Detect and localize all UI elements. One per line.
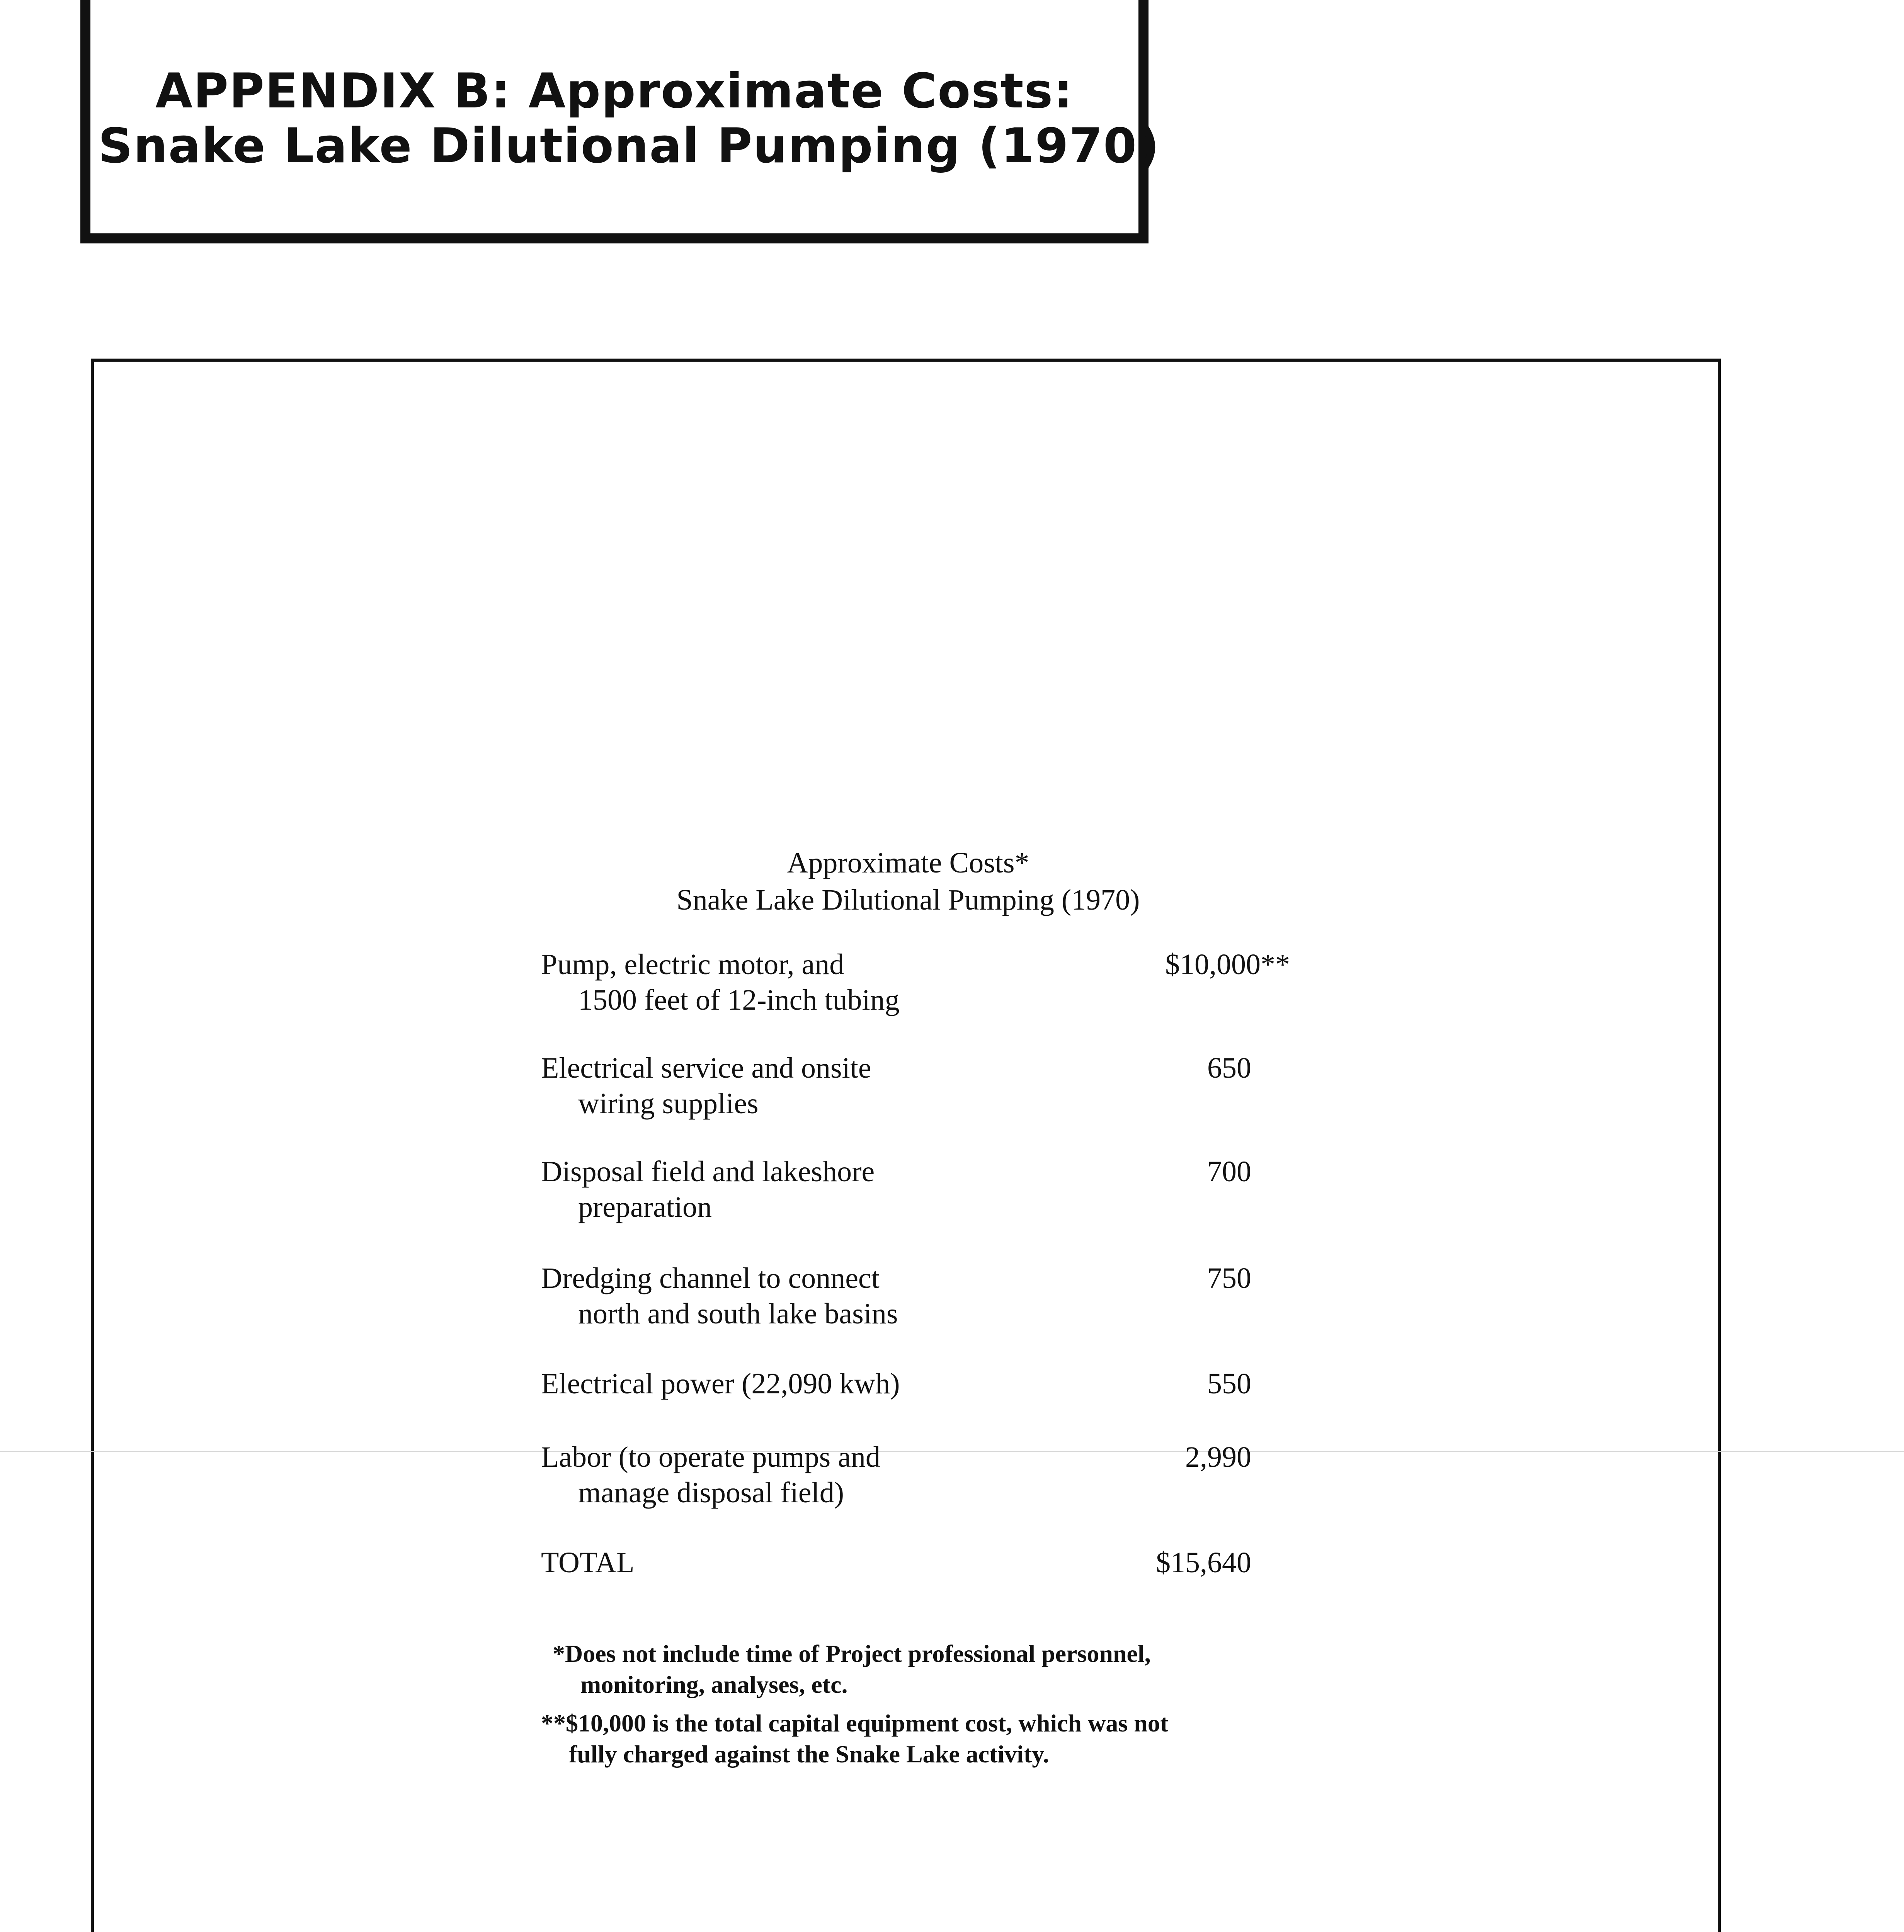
cost-label [541, 1050, 871, 1121]
cost-label [541, 1154, 875, 1225]
cost-label-line1: Pump, electric motor, and [541, 948, 844, 981]
cost-label-line1: Disposal field and lakeshore [541, 1155, 875, 1188]
cost-label-line1: Electrical service and onsite [541, 1052, 871, 1084]
cost-label-line2: preparation [578, 1191, 712, 1223]
cost-value: 650 [1207, 1052, 1251, 1084]
appendix-header-box [80, 0, 1160, 243]
cost-total-value: $15,640 [1156, 1546, 1251, 1579]
fold-line [0, 1451, 1904, 1452]
appendix-title-line1: APPENDIX B: Approximate Costs: [155, 63, 1074, 119]
cost-label-line1: Labor (to operate pumps and [541, 1441, 880, 1473]
cost-table-title-line1: Approximate Costs* [787, 847, 1029, 879]
cost-label-line2: wiring supplies [578, 1087, 759, 1120]
cost-value: $10,000** [1165, 948, 1290, 981]
cost-label [541, 1439, 880, 1510]
footnote-line2: monitoring, analyses, etc. [580, 1671, 848, 1698]
footnote-line1: *Does not include time of Project professional personnel, [553, 1640, 1151, 1667]
cost-label [541, 1260, 898, 1332]
cost-value: 750 [1207, 1262, 1251, 1294]
cost-table-title [386, 844, 1430, 918]
cost-table-title-line2: Snake Lake Dilutional Pumping (1970) [676, 884, 1140, 916]
cost-label-line2: manage disposal field) [578, 1476, 844, 1509]
cost-label-line2: north and south lake basins [578, 1298, 898, 1330]
footnote-line2: fully charged against the Snake Lake activity. [569, 1740, 1049, 1768]
appendix-title [98, 63, 1160, 174]
cost-value: 550 [1207, 1367, 1251, 1400]
cost-label-line1: Electrical power (22,090 kwh) [541, 1367, 900, 1400]
cost-label-line1: Dredging channel to connect [541, 1262, 880, 1294]
appendix-title-line2: Snake Lake Dilutional Pumping (1970) [98, 118, 1160, 174]
cost-label-line2: 1500 feet of 12-inch tubing [578, 984, 900, 1016]
cost-value: 2,990 [1185, 1441, 1251, 1473]
cost-value: 700 [1207, 1155, 1251, 1188]
cost-label [541, 1545, 635, 1580]
cost-label [541, 1366, 900, 1401]
footnote-single-asterisk [553, 1638, 1364, 1700]
footnote-line1: **$10,000 is the total capital equipment cost, which was not [541, 1709, 1169, 1737]
footnote-double-asterisk [541, 1708, 1353, 1770]
cost-label-line1: TOTAL [541, 1546, 635, 1579]
cost-label [541, 947, 900, 1018]
